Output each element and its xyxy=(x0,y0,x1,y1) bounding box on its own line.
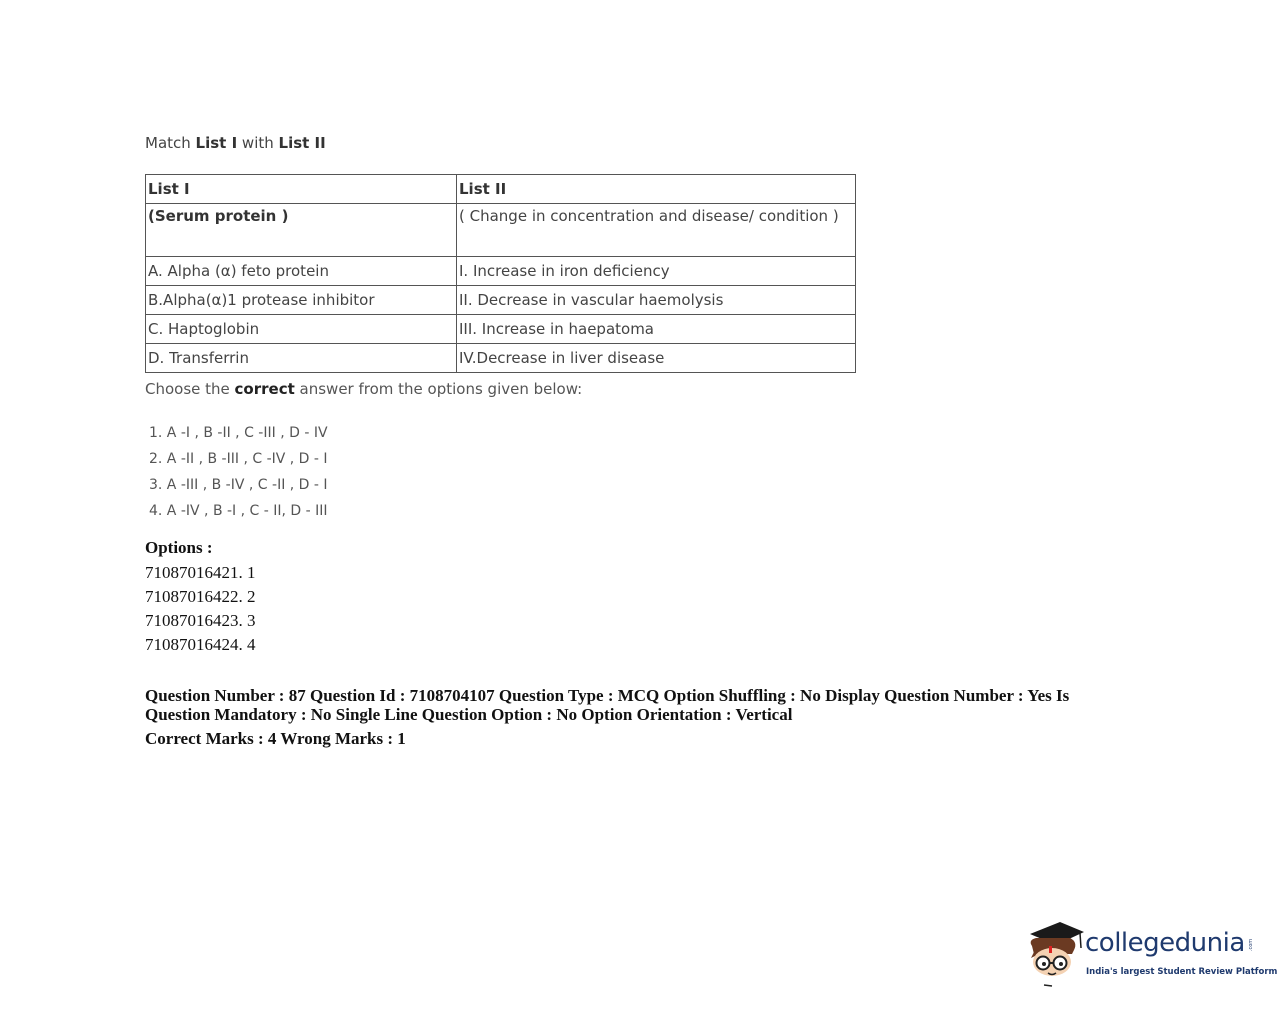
marks-line: Correct Marks : 4 Wrong Marks : 1 xyxy=(145,729,406,748)
option-item: 71087016424. 4 xyxy=(145,635,256,654)
table-subheader-list1: (Serum protein ) xyxy=(146,204,457,257)
intro-list2: List II xyxy=(278,134,326,152)
table-cell-list2: IV.Decrease in liver disease xyxy=(457,344,856,373)
answer-choice: 1. A -I , B -II , C -III , D - IV xyxy=(149,425,328,441)
option-item: 71087016423. 3 xyxy=(145,611,256,630)
question-intro xyxy=(145,134,326,152)
collegedunia-logo xyxy=(1026,918,1278,988)
mascot-icon xyxy=(1026,918,1086,988)
table-subheader-row xyxy=(146,204,856,257)
table-cell-list1: B.Alpha(α)1 protease inhibitor xyxy=(146,286,457,315)
answer-choice: 2. A -II , B -III , C -IV , D - I xyxy=(149,451,328,467)
table-cell-list1: A. Alpha (α) feto protein xyxy=(146,257,457,286)
choose-prefix: Choose the xyxy=(145,380,235,398)
intro-list1: List I xyxy=(195,134,238,152)
choose-suffix: answer from the options given below: xyxy=(294,380,583,398)
intro-middle: with xyxy=(237,134,279,152)
meta-line-1: Question Number : 87 Question Id : 7108704107 Question Type : MCQ Option Shuffling : No Display Question Number : Yes Is xyxy=(145,686,1070,705)
choose-bold: correct xyxy=(234,380,295,398)
answer-choice: 3. A -III , B -IV , C -II , D - I xyxy=(149,477,328,493)
logo-tagline: India's largest Student Review Platform xyxy=(1086,967,1278,977)
table-cell-list1: C. Haptoglobin xyxy=(146,315,457,344)
logo-com: .com xyxy=(1248,938,1255,952)
table-header-list1: List I xyxy=(146,175,457,204)
intro-prefix: Match xyxy=(145,134,196,152)
table-subheader-list2: ( Change in concentration and disease/ condition ) xyxy=(457,204,856,257)
table-header-list2: List II xyxy=(457,175,856,204)
meta-line-2: Question Mandatory : No Single Line Question Option : No Option Orientation : Vertical xyxy=(145,705,793,724)
table-row xyxy=(146,315,856,344)
answer-choice: 4. A -IV , B -I , C - II, D - III xyxy=(149,503,328,519)
table-cell-list2: I. Increase in iron deficiency xyxy=(457,257,856,286)
table-row xyxy=(146,286,856,315)
logo-brand: collegedunia xyxy=(1085,928,1245,958)
table-row xyxy=(146,257,856,286)
answer-choices xyxy=(149,423,328,527)
option-item: 71087016422. 2 xyxy=(145,587,256,606)
choose-instruction xyxy=(145,380,582,398)
question-meta xyxy=(145,686,1105,749)
match-table xyxy=(145,174,856,373)
option-item: 71087016421. 1 xyxy=(145,563,256,582)
table-header-row xyxy=(146,175,856,204)
options-block xyxy=(145,537,256,657)
table-cell-list2: II. Decrease in vascular haemolysis xyxy=(457,286,856,315)
options-heading: Options : xyxy=(145,538,213,557)
table-cell-list2: III. Increase in haepatoma xyxy=(457,315,856,344)
table-cell-list1: D. Transferrin xyxy=(146,344,457,373)
table-row xyxy=(146,344,856,373)
